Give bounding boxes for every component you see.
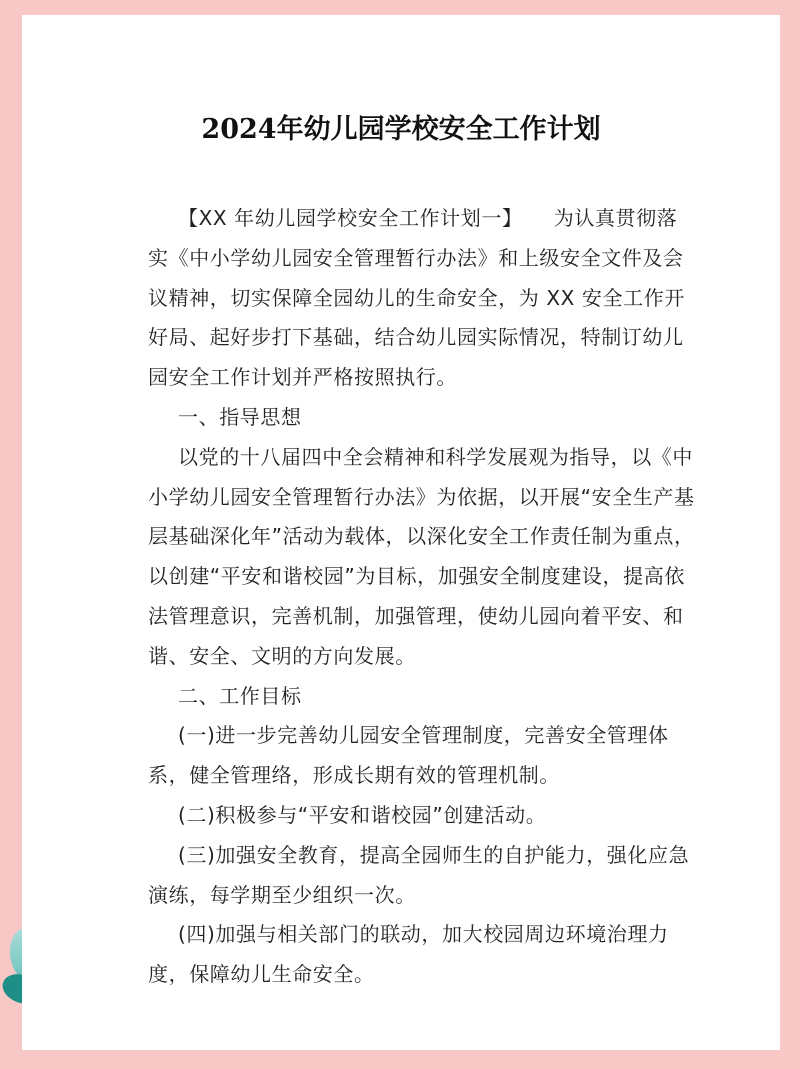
text-line: (二)积极参与“平安和谐校园”创建活动。 — [178, 802, 547, 827]
text-line: 系，健全管理络，形成长期有效的管理机制。 — [148, 763, 560, 788]
text-line: 层基础深化年”活动为载体，以深化安全工作责任制为重点， — [148, 524, 695, 549]
text-line: 谐、安全、文明的方向发展。 — [148, 643, 416, 668]
text-line: 园安全工作计划并严格按照执行。 — [148, 365, 457, 390]
text-line: 【XX 年幼儿园学校安全工作计划一】 为认真贯彻落 — [178, 206, 678, 230]
text-line: (四)加强与相关部门的联动，加大校园周边环境治理力 — [178, 922, 669, 947]
text-line: 法管理意识，完善机制，加强管理，使幼儿园向着平安、和 — [148, 603, 684, 628]
text-line: 一、指导思想 — [178, 404, 302, 429]
text-line: 小学幼儿园安全管理暂行办法》为依据，以开展“安全生产基 — [148, 484, 695, 509]
document-body — [148, 199, 708, 995]
text-line: (一)进一步完善幼儿园安全管理制度，完善安全管理体 — [178, 723, 669, 748]
text-line: 度，保障幼儿生命安全。 — [148, 962, 375, 987]
document-title: 2024年幼儿园学校安全工作计划 — [201, 114, 601, 145]
text-line: 以创建“平安和谐校园”为目标，加强安全制度建设，提高依 — [148, 564, 685, 589]
text-line: 演练，每学期至少组织一次。 — [148, 882, 416, 907]
text-line: 实《中小学幼儿园安全管理暂行办法》和上级安全文件及会 — [148, 245, 684, 270]
text-line: 二、工作目标 — [178, 683, 302, 708]
text-line: (三)加强安全教育，提高全园师生的自护能力，强化应急 — [178, 842, 690, 867]
text-line: 以党的十八届四中全会精神和科学发展观为指导，以《中 — [178, 444, 693, 469]
text-line: 议精神，切实保障全园幼儿的生命安全，为 XX 安全工作开 — [148, 285, 685, 310]
text-line: 好局、起好步打下基础，结合幼儿园实际情况，特制订幼儿 — [148, 325, 684, 350]
document-page — [22, 15, 780, 1050]
